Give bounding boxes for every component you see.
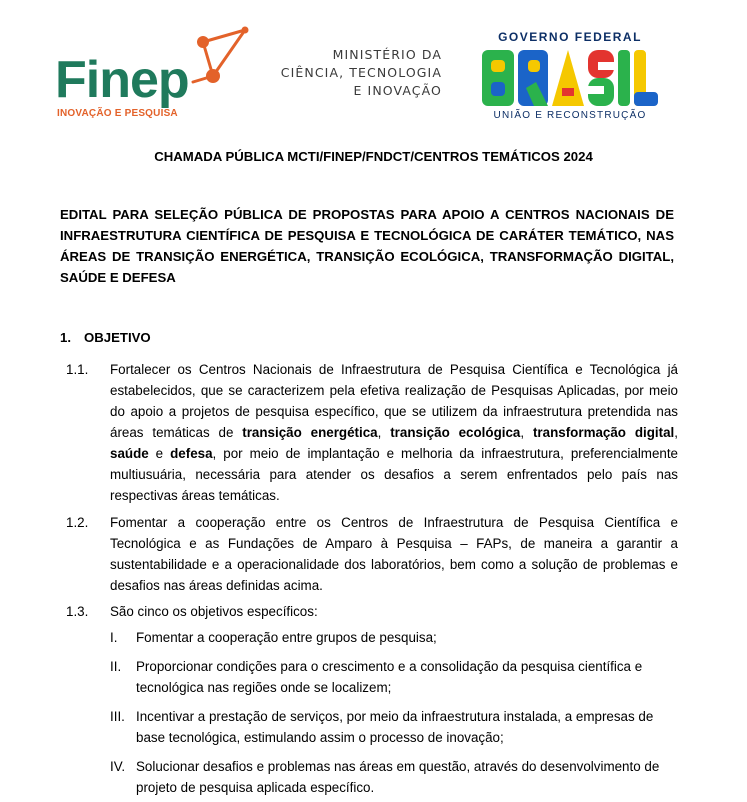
text-run: ,	[674, 425, 679, 440]
emphasis-term: defesa	[170, 446, 213, 461]
objective-text: Fomentar a cooperação entre grupos de pesquisa;	[136, 630, 437, 645]
finep-wordmark: Finep	[55, 51, 189, 109]
finep-network-icon	[179, 26, 259, 106]
finep-tagline: INOVAÇÃO E PESQUISA	[57, 108, 178, 119]
text-run: ,	[377, 425, 391, 440]
emphasis-term: transformação digital	[532, 425, 675, 440]
clause-number: 1.3.	[66, 604, 89, 619]
objective-item	[110, 627, 678, 648]
section-title: OBJETIVO	[84, 330, 151, 345]
objective-item	[110, 756, 678, 798]
text-run: e	[148, 446, 171, 461]
objective-numeral: II.	[110, 659, 122, 674]
emphasis-term: transição energética	[242, 425, 378, 440]
objective-item	[110, 656, 678, 698]
ministry-name	[270, 46, 442, 100]
section-number: 1.	[60, 330, 71, 345]
governo-federal-logo	[482, 30, 682, 125]
gov-bottom-label: UNIÃO E RECONSTRUÇÃO	[493, 110, 647, 121]
ministry-line: CIÊNCIA, TECNOLOGIA	[280, 65, 442, 80]
text-run: Fortalecer os Centros Nacionais de Infraestrutura de Pesquisa Científica e Tecnológica já estabelecidos, que se caracterizem pela efetiva realização de Pesquisas Aplicadas, por meio do apoio a projetos de pesquisa específico, que se utilizem da infraestrutura pretendida nas áreas temáticas de	[110, 362, 678, 440]
text-run: , por meio de implantação e melhoria da infraestrutura, preferencialmente multiusuária, necessária para atender os desafios a serem enfrentados pelo país nas respectivas áreas temáticas.	[110, 446, 679, 503]
objective-numeral: IV.	[110, 759, 126, 774]
clause-number: 1.1.	[66, 362, 89, 377]
text-run: ,	[520, 425, 533, 440]
objective-item	[110, 706, 678, 748]
emphasis-term: saúde	[110, 446, 149, 461]
clause-number: 1.2.	[66, 515, 89, 530]
text-run: São cinco os objetivos específicos:	[110, 604, 318, 619]
objective-text: Solucionar desafios e problemas nas áreas em questão, através do desenvolvimento de projeto de pesquisa aplicada específico.	[136, 759, 660, 795]
call-title: CHAMADA PÚBLICA MCTI/FINEP/FNDCT/CENTROS TEMÁTICOS 2024	[154, 149, 593, 164]
section-heading	[60, 330, 151, 345]
objective-text: Incentivar a prestação de serviços, por meio da infraestrutura instalada, a empresas de base tecnológica, estimulando assim o processo de inovação;	[136, 709, 654, 745]
document-header	[0, 0, 747, 130]
objective-text: Proporcionar condições para o crescimento e a consolidação da pesquisa científica e tecnológica nas regiões onde se localizem;	[136, 659, 643, 695]
clause-text	[110, 512, 678, 596]
clause-1-1	[66, 359, 678, 506]
clause-1-2	[66, 512, 678, 596]
brasil-wordmark-icon	[482, 48, 658, 108]
finep-logo	[55, 26, 255, 126]
emphasis-term: transição ecológica	[390, 425, 521, 440]
objective-numeral: III.	[110, 709, 125, 724]
clause-text	[110, 359, 678, 506]
clause-text	[110, 601, 678, 622]
ministry-line: E INOVAÇÃO	[353, 83, 442, 98]
objective-numeral: I.	[110, 630, 118, 645]
clause-1-3	[66, 601, 678, 622]
ministry-line: MINISTÉRIO DA	[332, 47, 442, 62]
gov-top-label: GOVERNO FEDERAL	[498, 30, 642, 44]
text-run: Fomentar a cooperação entre os Centros de Infraestrutura de Pesquisa Científica e Tecnológica e as Fundações de Amparo à Pesquisa – FAPs, de maneira a garantir a sustentabilidade e a operacionalidade dos laboratórios, bem como a solução de problemas e desafios nas áreas definidas acima.	[110, 515, 678, 593]
edital-title: EDITAL PARA SELEÇÃO PÚBLICA DE PROPOSTAS PARA APOIO A CENTROS NACIONAIS DE INFRAESTRUTURA CIENTÍFICA DE PESQUISA E TECNOLÓGICA DE CARÁTER TEMÁTICO, NAS ÁREAS DE TRANSIÇÃO ENERGÉTICA, TRANSIÇÃO ECOLÓGICA, TRANSFORMAÇÃO DIGITAL, SAÚDE E DEFESA	[60, 207, 674, 285]
